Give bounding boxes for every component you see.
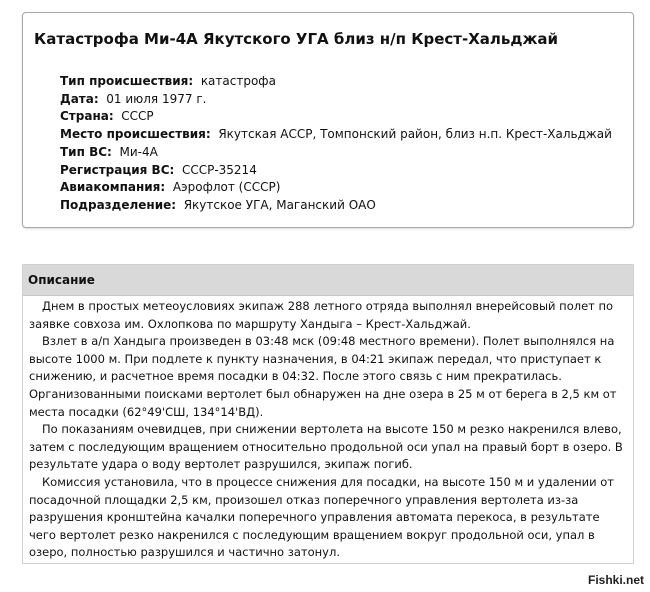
detail-label: Место происшествия:: [60, 127, 211, 142]
page-title: Катастрофа Ми-4А Якутского УГА близ н/п Крест-Хальджай: [34, 30, 559, 48]
description-panel: [22, 264, 634, 564]
detail-aircraft-type: [60, 144, 612, 162]
detail-registration: [60, 162, 612, 180]
detail-division: [60, 197, 612, 215]
detail-label: Авиакомпания:: [60, 180, 166, 195]
detail-value: катастрофа: [200, 74, 276, 88]
detail-label: Регистрация ВС:: [60, 162, 175, 177]
detail-country: [60, 108, 612, 126]
incident-card: [22, 12, 634, 228]
detail-type: [60, 73, 612, 91]
description-body: [23, 296, 633, 562]
detail-airline: [60, 179, 612, 197]
incident-details: [60, 73, 612, 215]
detail-value: Якутская АССР, Томпонский район, близ н.п. Крест-Хальджай: [218, 127, 612, 142]
detail-value: Ми-4А: [119, 144, 158, 159]
detail-value: Якутское УГА, Маганский ОАО: [183, 197, 376, 212]
description-paragraph: Комиссия установила, что в процессе снижения для посадки, на высоте 150 м и удалении от посадочной площадки 2,5 км, произошел отказ поперечного управления вертолета из-за разрушения кронштейна качалки поперечного управления автомата перекоса, в результате чего вертолет резко накренился с последующим вращением вокруг продольной оси, упал в озеро, полностью разрушился и частично затонул.: [29, 474, 615, 560]
description-paragraph: Днем в простых метеоусловиях экипаж 288 летного отряда выполнял внерейсовый полет по заявке совхоза им. Охлопкова по маршруту Хандыга – Крест-Хальджай.: [29, 299, 614, 331]
watermark: Fishki.net: [587, 573, 644, 587]
description-heading: Описание: [23, 265, 633, 296]
detail-label: Дата:: [60, 91, 99, 106]
detail-label: Тип происшествия:: [60, 74, 194, 88]
detail-value: 01 июля 1977 г.: [106, 91, 207, 106]
detail-label: Подразделение:: [60, 197, 177, 212]
detail-label: Тип ВС:: [60, 144, 112, 159]
description-paragraph: Взлет в а/п Хандыга произведен в 03:48 мск (09:48 местного времени). Полет выполнялся на высоте 1000 м. При подлете к пункту назначения, в 04:21 экипаж передал, что приступает к снижению, и расчетное время посадки в 04:32. После этого связь с ним прекратилась. Организованными поисками вертолет был обнаружен на дне озера в 25 м от берега в 2,5 км от места посадки (62°49'СШ, 134°14'ВД).: [29, 334, 617, 419]
detail-label: Страна:: [60, 109, 114, 124]
detail-value: Аэрофлот (СССР): [172, 180, 281, 195]
detail-location: [60, 126, 612, 144]
detail-value: СССР-35214: [181, 162, 257, 177]
description-paragraph: По показаниям очевидцев, при снижении вертолета на высоте 150 м резко накренился влево, затем с последующим вращением относительно продольной оси упал на правый борт в озеро. В результате удара о воду вертолет разрушился, экипаж погиб.: [29, 422, 623, 472]
detail-value: СССР: [121, 109, 154, 124]
detail-date: [60, 91, 612, 109]
